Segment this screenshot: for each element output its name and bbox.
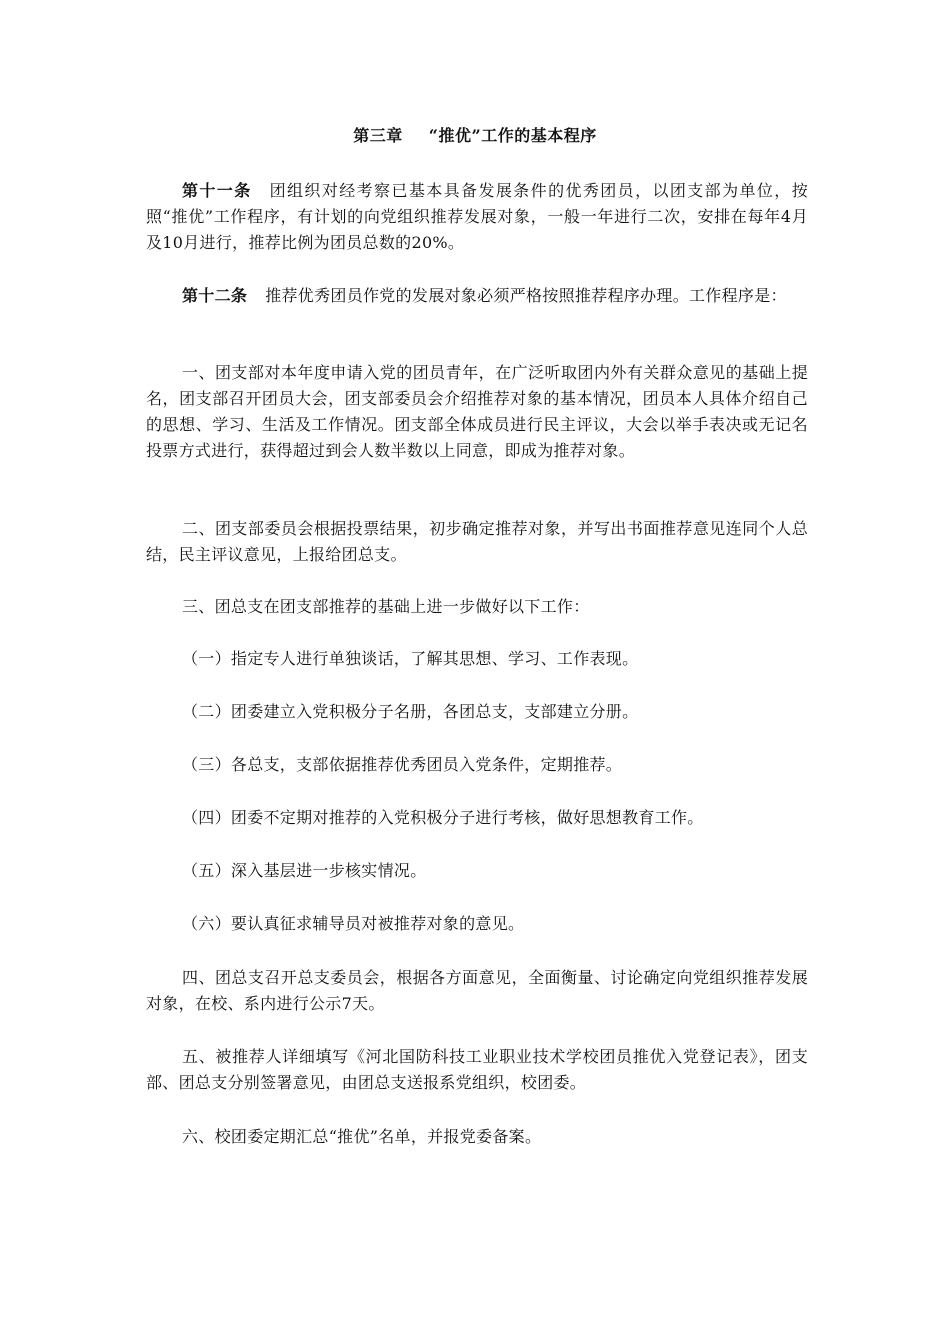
article-12-text: 推荐优秀团员作党的发展对象必须严格按照推荐程序办理。工作程序是：: [265, 286, 787, 305]
sub-item-5: （五）深入基层进一步核实情况。: [182, 861, 427, 880]
sub-item-6: （六）要认真征求辅导员对被推荐对象的意见。: [182, 914, 525, 933]
article-12-label: 第十二条: [182, 286, 248, 305]
step-5: 五、被推荐人详细填写《河北国防科技工业职业技术学校团员推优入党登记表》，团支部、团总支分别签署意见，由团总支送报系党组织，校团委。: [146, 1047, 808, 1092]
sub-item-2: （二）团委建立入党积极分子名册，各团总支，支部建立分册。: [182, 702, 639, 721]
step-6: 六、校团委定期汇总“推优”名单，并报党委备案。: [182, 1127, 542, 1146]
step-3: 三、团总支在团支部推荐的基础上进一步做好以下工作：: [182, 597, 590, 616]
article-11-label: 第十一条: [182, 181, 252, 200]
article-11: [146, 178, 808, 256]
sub-item-4: （四）团委不定期对推荐的入党积极分子进行考核，做好思想教育工作。: [182, 808, 704, 827]
chapter-heading: “推优”工作的基本程序: [428, 126, 597, 145]
chapter-title: [0, 124, 950, 148]
chapter-number: 第三章: [353, 126, 403, 145]
article-12: [146, 283, 808, 309]
step-1: 一、团支部对本年度申请入党的团员青年，在广泛听取团内外有关群众意见的基础上提名，团支部召开团员大会，团支部委员会介绍推荐对象的基本情况，团员本人具体介绍自己的思想、学习、生活及工作情况。团支部全体成员进行民主评议，大会以举手表决或无记名投票方式进行，获得超过到会人数半数以上同意，即成为推荐对象。: [146, 363, 808, 460]
sub-item-3: （三）各总支，支部依据推荐优秀团员入党条件，定期推荐。: [182, 755, 623, 774]
step-2: 二、团支部委员会根据投票结果，初步确定推荐对象，并写出书面推荐意见连同个人总结，民主评议意见，上报给团总支。: [146, 519, 808, 564]
article-11-text: 团组织对经考察已基本具备发展条件的优秀团员，以团支部为单位，按照“推优”工作程序，有计划的向党组织推荐发展对象，一般一年进行二次，安排在每年4月及10月进行，推荐比例为团员总数的20%。: [146, 181, 808, 252]
step-4: 四、团总支召开总支委员会，根据各方面意见，全面衡量、讨论确定向党组织推荐发展对象，在校、系内进行公示7天。: [146, 968, 808, 1013]
sub-item-1: （一）指定专人进行单独谈话，了解其思想、学习、工作表现。: [182, 649, 639, 668]
